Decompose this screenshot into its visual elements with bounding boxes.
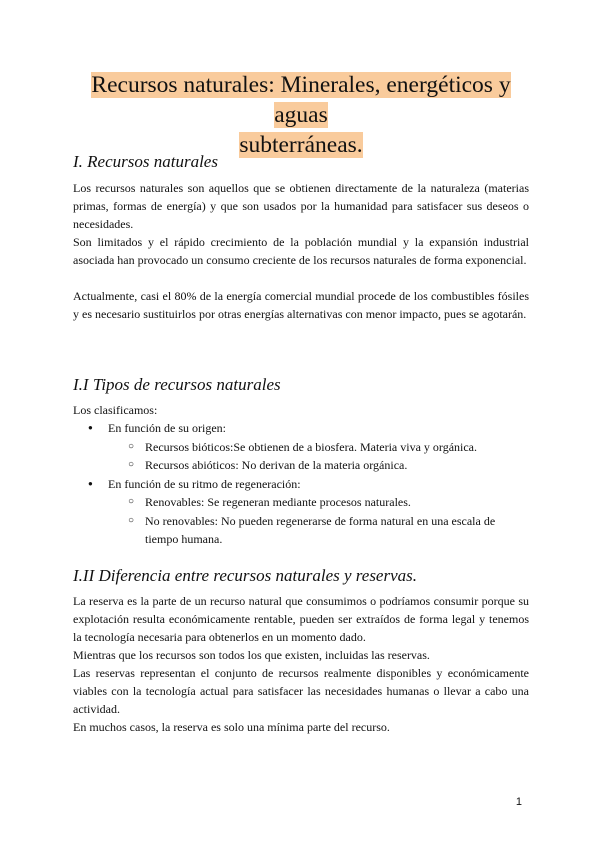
title-line-1: Recursos naturales: Minerales, energéticos y aguas bbox=[91, 72, 511, 128]
list-item-regeneration: ● En función de su ritmo de regeneración: bbox=[73, 475, 529, 494]
section-3-paragraph-1: La reserva es la parte de un recurso natural que consumimos o podríamos consumir porque su explotación resulta económicamente rentable, pueden ser extraídos de forma legal y tenemos la tecnología necesaria para obtenerlos en un momento dado. bbox=[73, 594, 529, 644]
section-3-paragraph-4: En muchos casos, la reserva es solo una mínima parte del recurso. bbox=[73, 720, 390, 734]
page-number: 1 bbox=[515, 796, 522, 808]
classification-list bbox=[73, 419, 529, 549]
section-1-paragraph-1: Los recursos naturales son aquellos que se obtienen directamente de la naturaleza (materias primas, formas de energía) y que son usados por la humanidad para satisfacer sus deseos o necesidades. bbox=[73, 181, 529, 231]
list-subitem-renovables: ○ Renovables: Se regeneran mediante procesos naturales. bbox=[73, 493, 529, 512]
section-1-heading: I. Recursos naturales bbox=[73, 152, 218, 171]
section-3-paragraph-3: Las reservas representan el conjunto de recursos realmente disponibles y económicamente viables con la tecnología actual para satisfacer las necesidades humanas o llevar a cabo una actividad. bbox=[73, 666, 529, 716]
document-title bbox=[73, 70, 529, 160]
section-1-paragraph-3: Actualmente, casi el 80% de la energía comercial mundial procede de los combustibles fósiles y es necesario sustituirlos por otras energías alternativas con menor impacto, pues se agotarán. bbox=[73, 289, 529, 321]
section-2-intro: Los clasificamos: bbox=[73, 403, 158, 417]
list-item-origin: ● En función de su origen: bbox=[73, 419, 529, 438]
list-subitem-abioticos: ○ Recursos abióticos: No derivan de la materia orgánica. bbox=[73, 456, 529, 475]
section-1-paragraph-2: Son limitados y el rápido crecimiento de la población mundial y la expansión industrial asociada han provocado un consumo creciente de los recursos naturales de forma exponencial. bbox=[73, 235, 529, 267]
section-3-heading: I.II Diferencia entre recursos naturales y reservas. bbox=[73, 566, 418, 585]
list-subitem-no-renovables: ○ No renovables: No pueden regenerarse de forma natural en una escala de tiempo humana. bbox=[73, 512, 529, 549]
section-3-paragraph-2: Mientras que los recursos son todos los que existen, incluidas las reservas. bbox=[73, 648, 430, 662]
list-subitem-bioticos: ○ Recursos bióticos:Se obtienen de a biosfera. Materia viva y orgánica. bbox=[73, 438, 529, 457]
title-line-2: subterráneas. bbox=[239, 132, 363, 158]
section-2-heading: I.I Tipos de recursos naturales bbox=[73, 375, 281, 394]
